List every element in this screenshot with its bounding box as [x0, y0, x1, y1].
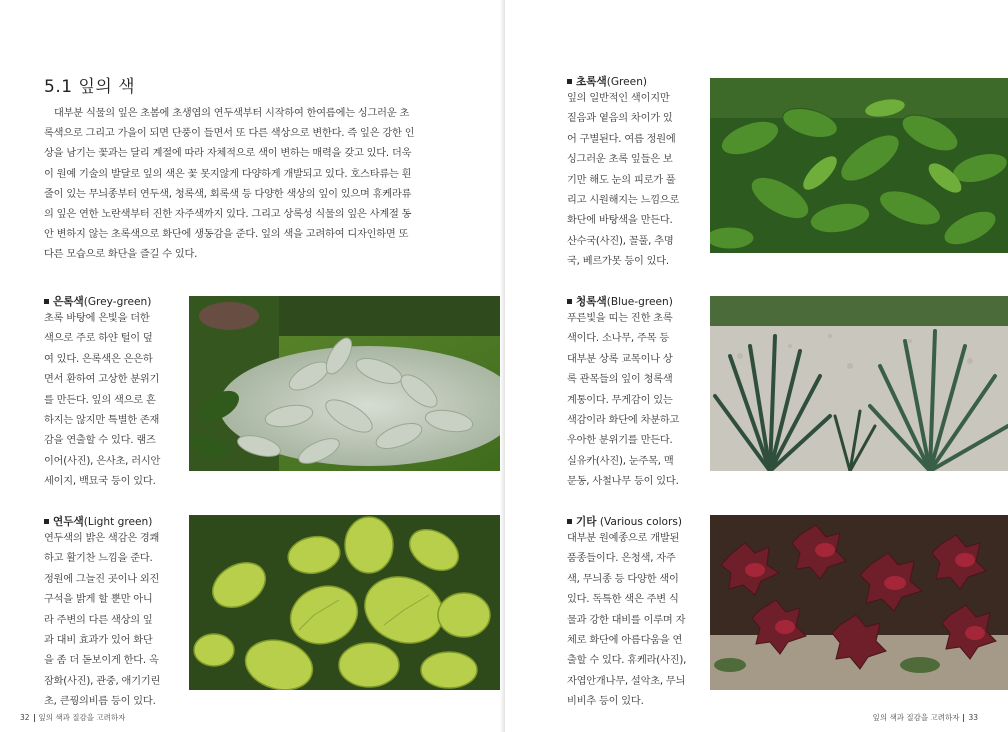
text-line: 싱그러운 초록 잎들은 보 [567, 154, 673, 166]
hydrangea-leaves-photo [710, 78, 1008, 253]
text-line: 이어(사진), 은사초, 러시안 [44, 455, 161, 467]
intro-paragraph [44, 104, 442, 266]
intro-line: 안 변하지 않는 초록색으로 화단에 생동감을 준다. 잎의 색을 고려하여 디자인하면 또 [44, 229, 409, 241]
green-title-en: (Green) [606, 76, 648, 88]
text-line: 대부분 상록 교목이나 상 [567, 353, 673, 365]
grey-green-title-en: (Grey-green) [83, 296, 152, 308]
text-line: 국, 베르가못 등이 있다. [567, 256, 669, 268]
grey-green-description [44, 309, 182, 493]
text-line: 하지는 않지만 특별한 존재 [44, 415, 160, 427]
bullet-square-icon [567, 299, 572, 304]
text-line: 계통이다. 무게감이 있는 [567, 394, 673, 406]
text-line: 하고 활기찬 느낌을 준다. [44, 553, 153, 565]
intro-line: 상을 남기는 꽃과는 달리 계절에 따라 자체적으로 색이 변하는 매력을 갖고 있다. 더욱 [44, 148, 412, 160]
intro-line: 록색으로 그리고 가을이 되면 단풍이 들면서 또 다른 색상으로 변한다. 즉 잎은 강한 인 [44, 128, 415, 140]
running-title: 잎의 색과 질감을 고려하자 [872, 713, 960, 722]
text-line: 어 구별된다. 여름 정원에 [567, 133, 676, 145]
running-title: 잎의 색과 질감을 고려하자 [38, 713, 126, 722]
text-line: 푸른빛을 띠는 진한 초록 [567, 313, 673, 324]
text-line: 우아한 분위기를 만든다. [567, 435, 673, 447]
text-line: 초록 바탕에 은빛을 더한 [44, 313, 150, 324]
text-line: 여 있다. 은록색은 은은하 [44, 353, 153, 365]
right-footer [873, 712, 978, 723]
grey-green-title: 은록색 [53, 296, 84, 308]
text-line: 짙음과 옅음의 차이가 있 [567, 113, 673, 125]
yucca-photo [710, 296, 1008, 471]
text-line: 라 주변의 다른 색상의 잎 [44, 614, 153, 626]
blue-green-heading [567, 294, 673, 309]
text-line: 세이지, 백묘국 등이 있다. [44, 476, 156, 488]
page-number: 32 [20, 713, 30, 722]
intro-line: 대부분 식물의 잎은 초봄에 초생엽의 연두색부터 시작하여 한여름에는 싱그러운 초 [54, 108, 410, 119]
blue-green-title-en: (Blue-green) [606, 296, 673, 308]
text-line: 구석을 밝게 할 뿐만 아니 [44, 594, 153, 606]
text-line: 잠화(사진), 관중, 애기기린 [44, 675, 161, 687]
light-green-title: 연두색 [53, 516, 84, 528]
bullet-square-icon [44, 519, 49, 524]
text-line: 자엽안개나무, 설악초, 무늬 [567, 675, 686, 687]
intro-line: 의 잎은 연한 노란색부터 진한 자주색까지 있다. 그리고 상록성 식물의 잎은 사계절 동 [44, 209, 412, 221]
text-line: 문동, 사철나무 등이 있다. [567, 476, 679, 488]
intro-line: 줄이 있는 무늬종부터 연두색, 청록색, 회록색 등 다양한 색상의 잎이 있으며 휴케라류 [44, 188, 412, 200]
bullet-square-icon [567, 79, 572, 84]
heuchera-photo [710, 515, 1008, 690]
footer-divider [963, 714, 964, 722]
page-number: 33 [968, 713, 978, 722]
grey-green-heading [44, 294, 151, 309]
blue-green-title: 청록색 [576, 296, 607, 308]
hosta-photo [189, 515, 503, 690]
text-line: 있다. 독특한 색은 주변 식 [567, 594, 679, 606]
text-line: 색으로 주로 하얀 털이 덮 [44, 333, 153, 345]
light-green-heading [44, 514, 152, 529]
various-description [567, 529, 705, 713]
text-line: 품종들이다. 은청색, 자주 [567, 553, 676, 565]
text-line: 면서 환하여 고상한 분위기 [44, 374, 160, 386]
intro-line: 이 원예 기술의 발달로 잎의 색은 꽃 못지않게 다양하게 개발되고 있다. 호스타류는 흰 [44, 168, 412, 180]
text-line: 산수국(사진), 꼴풀, 추명 [567, 235, 674, 247]
text-line: 를 만든다. 잎의 색으로 흔 [44, 394, 156, 406]
text-line: 비비추 등이 있다. [567, 696, 644, 708]
green-title: 초록색 [576, 76, 607, 88]
text-line: 정원에 그늘진 곳이나 외진 [44, 573, 160, 585]
blue-green-description [567, 309, 705, 493]
text-line: 을 좀 더 돋보이게 한다. 옥 [44, 655, 159, 667]
text-line: 잎의 일반적인 색이지만 [567, 93, 670, 104]
intro-line: 다른 모습으로 화단을 즐길 수 있다. [44, 249, 198, 261]
bullet-square-icon [567, 519, 572, 524]
light-green-description [44, 529, 182, 713]
right-page [505, 0, 1008, 732]
left-footer [20, 712, 125, 723]
left-page [0, 0, 503, 732]
various-title: 기타 [576, 516, 597, 528]
text-line: 기만 해도 눈의 피로가 풀 [567, 174, 676, 186]
text-line: 대부분 원예종으로 개발된 [567, 533, 680, 544]
text-line: 색이다. 소나무, 주목 등 [567, 333, 669, 345]
text-line: 출할 수 있다. 휴케라(사진), [567, 655, 687, 667]
text-line: 색감이라 화단에 차분하고 [567, 415, 680, 427]
text-line: 감을 연출할 수 있다. 램즈 [44, 435, 156, 447]
text-line: 색, 무늬종 등 다양한 색이 [567, 573, 679, 585]
text-line: 실유카(사진), 눈주목, 맥 [567, 455, 674, 467]
text-line: 물과 강한 대비를 이루며 자 [567, 614, 686, 626]
text-line: 화단에 바탕색을 만든다. [567, 215, 673, 227]
green-heading [567, 74, 647, 89]
various-title-en: (Various colors) [596, 516, 683, 528]
section-title: 5.1 잎의 색 [44, 77, 136, 97]
text-line: 체로 화단에 아름다움을 연 [567, 635, 683, 647]
green-description [567, 89, 705, 273]
text-line: 록 관목들의 잎이 청록색 [567, 374, 673, 386]
text-line: 초, 큰꿩의비름 등이 있다. [44, 696, 156, 708]
various-heading [567, 514, 682, 529]
text-line: 연두색의 밝은 색감은 경쾌 [44, 533, 160, 544]
bullet-square-icon [44, 299, 49, 304]
text-line: 과 대비 효과가 있어 화단 [44, 635, 153, 647]
lambs-ear-photo [189, 296, 503, 471]
footer-divider [34, 714, 35, 722]
light-green-title-en: (Light green) [83, 516, 153, 528]
text-line: 리고 시원해지는 느낌으로 [567, 195, 680, 207]
